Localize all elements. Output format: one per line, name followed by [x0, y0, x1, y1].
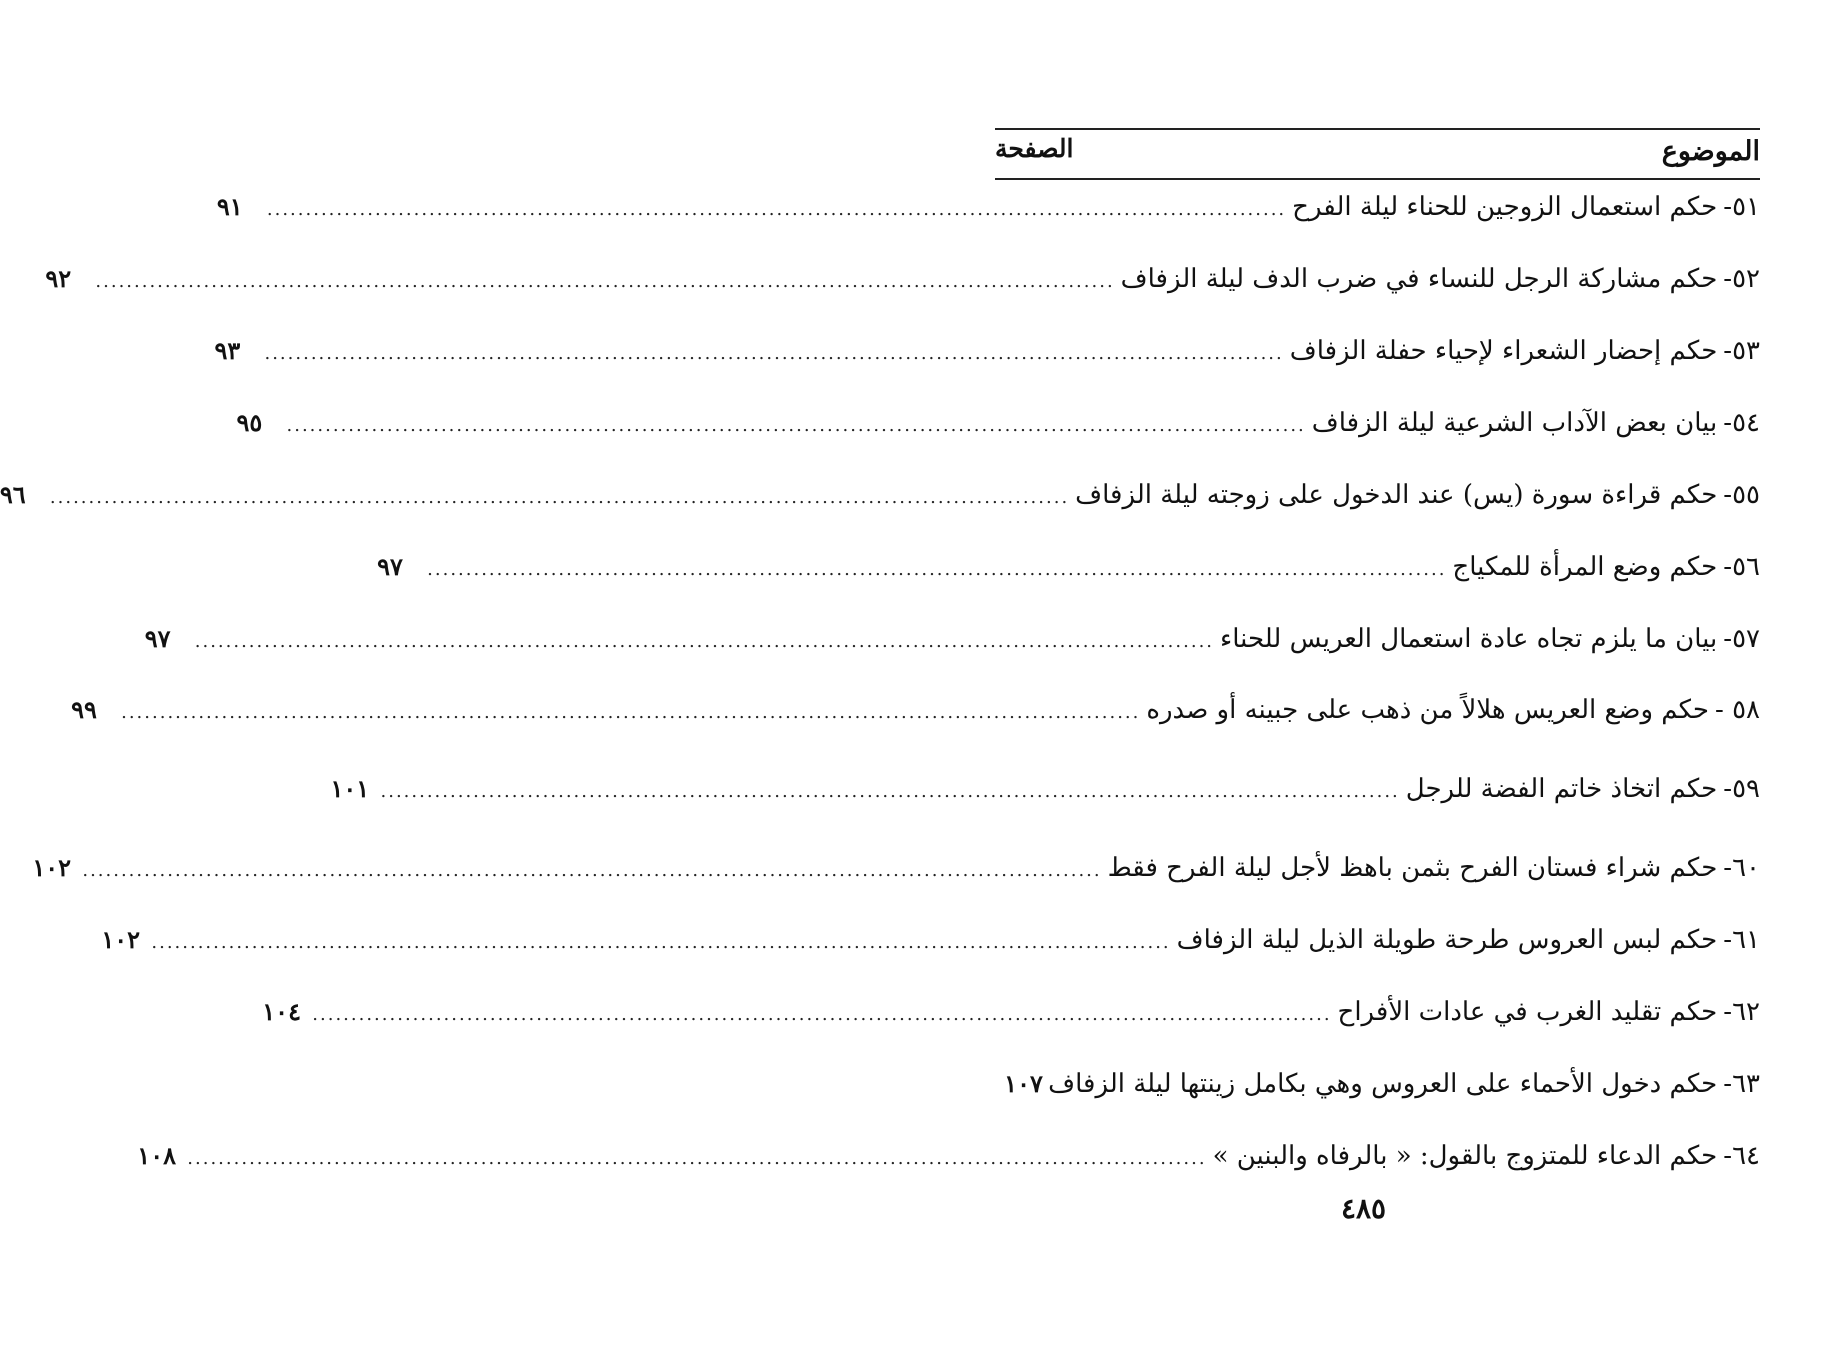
entry-page: ١٠٨ [137, 1141, 176, 1170]
topic-column-label: الموضوع [1661, 136, 1760, 167]
toc-entry-53 [214, 336, 1760, 385]
toc-entry-60 [32, 853, 1760, 902]
entry-number: ٥٩- [1723, 774, 1760, 804]
dot-leader [267, 199, 1286, 220]
entry-number: ٦٢- [1723, 997, 1760, 1027]
entry-title: حكم دخول الأحماء على العروس وهي بكامل زينتها ليلة الزفاف [1048, 1069, 1718, 1099]
dot-leader [95, 271, 1114, 292]
toc-entry-64 [137, 1141, 1760, 1190]
entry-page: ٩٧ [377, 552, 403, 581]
entry-page: ١٠٢ [32, 853, 72, 882]
entry-title: حكم الدعاء للمتزوج بالقول: « بالرفاه والبنين » [1212, 1141, 1718, 1171]
toc-entry-56 [377, 552, 1760, 601]
dot-leader [264, 343, 1283, 364]
entry-number: ٥٦- [1723, 552, 1760, 582]
entry-title: حكم وضع المرأة للمكياج [1452, 552, 1718, 582]
entry-page: ٩٦ [0, 480, 26, 509]
entry-title: حكم شراء فستان الفرح بثمن باهظ لأجل ليلة الفرح فقط [1107, 853, 1718, 883]
entry-number: ٦٣- [1723, 1069, 1760, 1099]
entry-title: حكم مشاركة الرجل للنساء في ضرب الدف ليلة الزفاف [1120, 264, 1718, 294]
dot-leader [195, 631, 1214, 652]
entry-title: حكم اتخاذ خاتم الفضة للرجل [1405, 774, 1718, 804]
dot-leader [50, 487, 1069, 508]
entry-title: حكم تقليد الغرب في عادات الأفراح [1337, 997, 1718, 1027]
entry-number: ٦١- [1723, 925, 1760, 955]
entry-title: بيان ما يلزم تجاه عادة استعمال العريس للحناء [1220, 624, 1718, 654]
entry-number: ٥١- [1723, 192, 1760, 222]
dot-leader [121, 702, 1140, 723]
entry-title: حكم قراءة سورة (يس) عند الدخول على زوجته ليلة الزفاف [1075, 480, 1718, 510]
entry-number: ٦٠- [1723, 853, 1760, 883]
entry-title: بيان بعض الآداب الشرعية ليلة الزفاف [1311, 408, 1718, 438]
entry-title: حكم وضع العريس هلالاً من ذهب على جبينه أو صدره [1146, 695, 1709, 725]
entry-page: ٩١ [216, 192, 243, 221]
entry-number: ٥٤- [1723, 408, 1760, 438]
table-of-contents [0, 192, 1760, 1213]
dot-leader [287, 415, 1306, 436]
entry-page: ١٠١ [330, 774, 370, 803]
page-column-label: الصفحة [995, 134, 1074, 163]
toc-entry-62 [262, 997, 1760, 1046]
entry-page: ١٠٤ [262, 997, 301, 1026]
toc-entry-58 [71, 695, 1760, 753]
entry-number: ٥٥- [1723, 480, 1760, 510]
entry-page: ٩٥ [236, 408, 263, 437]
toc-header [995, 128, 1760, 180]
toc-entry-55 [0, 480, 1760, 529]
entry-number: ٦٤- [1723, 1141, 1760, 1171]
toc-entry-63 [995, 1069, 1760, 1118]
dot-leader [82, 860, 1101, 881]
entry-number: ٥٣- [1723, 336, 1760, 366]
toc-entry-61 [101, 925, 1760, 974]
entry-page: ١٠٢ [101, 925, 141, 954]
toc-entry-51 [216, 192, 1760, 241]
dot-leader [312, 1004, 1331, 1025]
entry-title: حكم استعمال الزوجين للحناء ليلة الفرح [1292, 192, 1718, 222]
entry-page: ١٠٧ [1004, 1069, 1043, 1098]
dot-leader [427, 559, 1446, 580]
page-number: ٤٨٥ [1340, 1192, 1387, 1225]
toc-entry-57 [144, 624, 1760, 679]
toc-entry-52 [45, 264, 1760, 313]
entry-number: ٥٧- [1723, 624, 1760, 654]
entry-page: ٩٢ [45, 264, 72, 293]
toc-entry-54 [236, 408, 1760, 457]
dot-leader [187, 1148, 1206, 1169]
entry-page: ٩٣ [214, 336, 241, 365]
entry-page: ٩٩ [71, 695, 97, 724]
entry-page: ٩٧ [144, 624, 171, 653]
entry-title: حكم لبس العروس طرحة طويلة الذيل ليلة الزفاف [1176, 925, 1718, 955]
dot-leader [381, 781, 1400, 802]
entry-number: ٥٨ - [1715, 695, 1760, 725]
dot-leader [151, 932, 1170, 953]
entry-title: حكم إحضار الشعراء لإحياء حفلة الزفاف [1289, 336, 1718, 366]
toc-entry-59 [330, 774, 1760, 832]
entry-number: ٥٢- [1723, 264, 1760, 294]
